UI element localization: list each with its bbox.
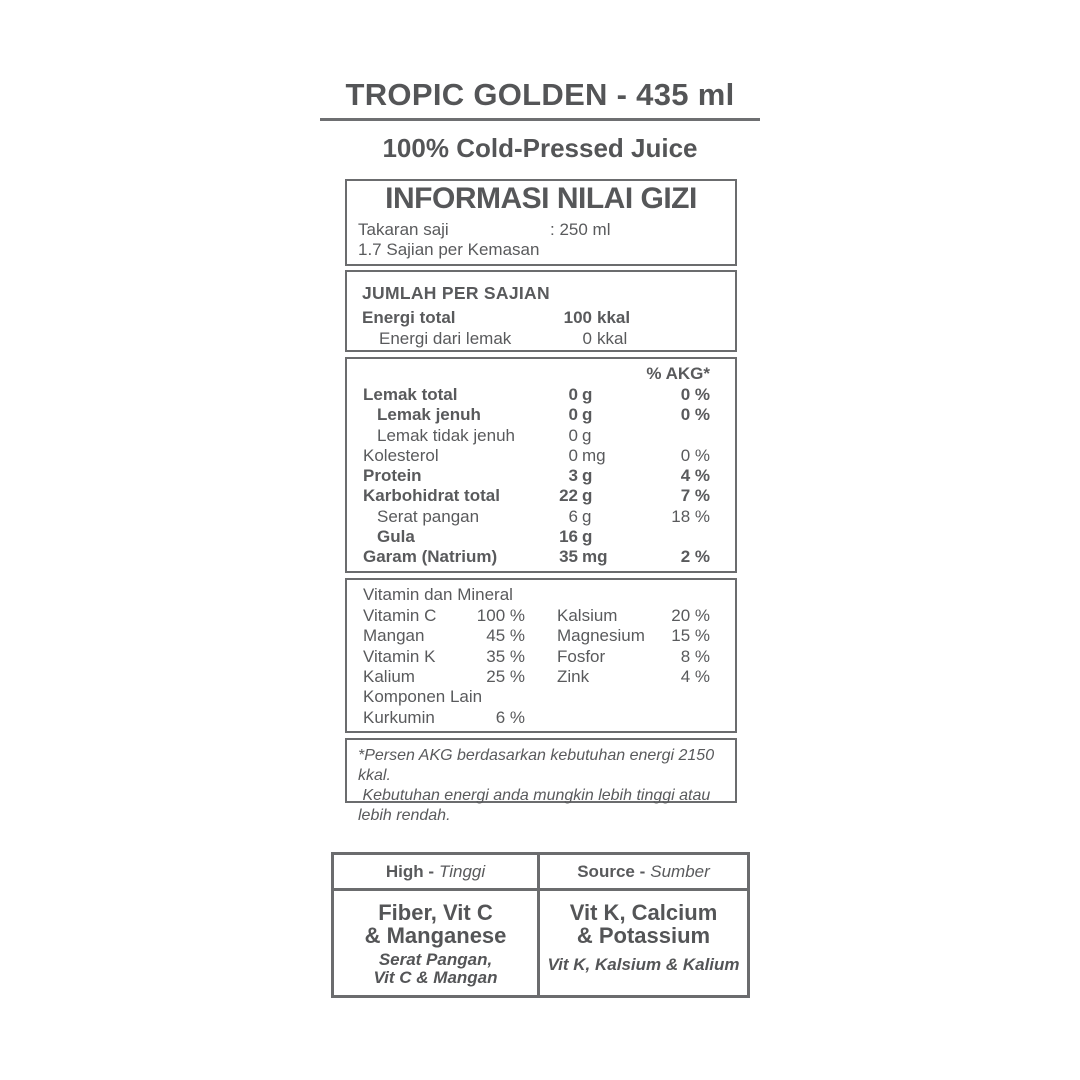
vitamin-row	[347, 647, 735, 667]
nutrient-row-total-fat	[347, 385, 735, 405]
amount-unit: mg	[582, 547, 608, 567]
other-components-heading: Komponen Lain	[363, 687, 483, 707]
nutrients-box	[345, 357, 737, 573]
claim-high-translation-line: Vit C & Mangan	[373, 968, 498, 987]
claim-high-line: Fiber, Vit C	[378, 900, 493, 925]
nutrition-panel-header-box	[345, 179, 737, 266]
servings-per-pack: 1.7 Sajian per Kemasan	[358, 240, 540, 259]
component-label: Kurkumin	[363, 708, 435, 728]
nutrient-label: Protein	[363, 466, 422, 486]
vitamins-minerals-box	[345, 578, 737, 733]
nutrient-label: Kolesterol	[363, 445, 439, 465]
product-subtitle: 100% Cold-Pressed Juice	[382, 133, 698, 163]
mineral-label: Kalsium	[557, 606, 618, 625]
amount-unit: g	[582, 405, 593, 425]
amount-number: 0	[568, 385, 578, 404]
nutrient-akg: 2 %	[680, 547, 710, 567]
akg-footnote-box	[345, 738, 737, 824]
claims-header-high-id: Tinggi	[439, 861, 486, 881]
amount-number: 22	[559, 486, 578, 506]
energy-from-fat-unit: kkal	[597, 329, 628, 348]
claim-high-translation-line: Serat Pangan,	[378, 950, 493, 969]
nutrient-amount	[530, 385, 592, 405]
claim-source-translation-line: Vit K, Kalsium & Kalium	[547, 955, 740, 974]
vitamin-value: 35 %	[486, 646, 525, 666]
claims-body-source	[540, 891, 747, 995]
energy-from-fat-label: Energi dari lemak	[379, 329, 512, 348]
nutrient-row-saturated-fat	[347, 405, 735, 425]
nutrient-amount	[530, 507, 591, 527]
nutrient-row-sodium	[347, 547, 735, 567]
amount-unit: g	[582, 527, 593, 547]
energy-amount: 100	[563, 308, 592, 327]
energy-value	[540, 308, 630, 328]
mineral-value: 20 %	[671, 606, 710, 625]
nutrient-label: Lemak total	[363, 385, 458, 404]
component-value: 6 %	[495, 708, 525, 728]
mineral-value: 15 %	[671, 626, 710, 646]
amount-number: 3	[568, 466, 578, 486]
nutrition-claims-table	[331, 852, 750, 998]
claims-body-high	[334, 891, 537, 995]
nutrient-akg: 18 %	[671, 506, 710, 526]
mineral-value: 4 %	[680, 666, 710, 686]
serving-size-value: : 250 ml	[550, 220, 611, 239]
nutrient-amount	[530, 405, 592, 425]
footnote-line: *Persen AKG berdasarkan kebutuhan energi 2150 kkal.	[358, 747, 719, 784]
mineral-label: Magnesium	[557, 626, 645, 646]
nutrient-amount	[530, 527, 592, 547]
amount-number: 0	[568, 445, 578, 465]
energy-from-fat-value	[540, 329, 627, 349]
claims-header-high-en: High -	[385, 861, 434, 881]
claims-header-high	[334, 855, 537, 891]
vitamin-row	[347, 626, 735, 646]
energy-unit: kkal	[597, 308, 631, 327]
akg-column-header-row	[347, 364, 735, 385]
nutrient-akg: 7 %	[680, 486, 710, 506]
other-components-heading-row	[347, 687, 735, 708]
amount-number: 16	[559, 527, 578, 547]
claims-header-source-en: Source -	[577, 861, 646, 881]
amount-number: 0	[568, 425, 578, 445]
akg-column-header: % AKG*	[646, 364, 710, 383]
energy-from-fat-row	[347, 329, 735, 349]
nutrient-amount	[530, 466, 592, 486]
amount-unit: g	[582, 466, 593, 486]
other-component-row	[347, 708, 735, 728]
nutrient-label: Serat pangan	[377, 506, 480, 526]
vitamin-label: Kalium	[363, 666, 415, 686]
vitamins-heading-row	[347, 585, 735, 606]
claims-header-source-id: Sumber	[650, 861, 710, 881]
vitamin-row	[347, 606, 735, 626]
amount-unit: g	[582, 425, 592, 445]
nutrient-label: Garam (Natrium)	[363, 547, 498, 567]
amount-unit: mg	[582, 445, 606, 465]
amount-number: 6	[568, 506, 578, 526]
amount-number: 35	[559, 547, 578, 567]
vitamin-label: Vitamin K	[363, 646, 436, 666]
amount-unit: g	[582, 506, 592, 526]
nutrient-akg: 0 %	[680, 405, 710, 425]
nutrient-row-sugar	[347, 527, 735, 547]
nutrient-label: Lemak jenuh	[377, 405, 481, 425]
claims-header-source	[540, 855, 747, 891]
amount-number: 0	[568, 405, 578, 425]
nutrient-amount	[530, 547, 608, 567]
nutrient-akg: 0 %	[680, 445, 710, 465]
nutrient-row-dietary-fiber	[347, 507, 735, 527]
nutrient-row-protein	[347, 466, 735, 486]
claim-source-line: & Potassium	[576, 923, 711, 948]
nutrient-akg: 0 %	[680, 385, 710, 404]
nutrient-amount	[530, 446, 606, 466]
nutrient-row-total-carbohydrate	[347, 486, 735, 506]
energy-label: Energi total	[362, 308, 456, 327]
vitamin-label: Vitamin C	[363, 606, 437, 625]
per-serving-heading: JUMLAH PER SAJIAN	[362, 283, 550, 303]
nutrient-label: Karbohidrat total	[363, 486, 500, 506]
mineral-label: Zink	[557, 666, 590, 686]
vitamin-label: Mangan	[363, 626, 425, 646]
nutrient-akg: 4 %	[680, 466, 710, 486]
serving-size-label: Takaran saji	[358, 220, 449, 239]
nutrient-row-unsaturated-fat	[347, 426, 735, 446]
vitamin-value: 100 %	[476, 606, 525, 625]
nutrient-amount	[530, 486, 592, 506]
nutrient-label: Gula	[377, 527, 415, 547]
page-title: TROPIC GOLDEN - 435 ml	[345, 77, 735, 112]
amount-unit: g	[582, 486, 593, 506]
amount-unit: g	[582, 385, 593, 404]
footnote-line: lebih rendah.	[358, 807, 451, 824]
title-underline	[320, 118, 760, 121]
footnote-line: Kebutuhan energi anda mungkin lebih tinggi atau	[358, 787, 711, 804]
claim-high-line: & Manganese	[364, 923, 507, 948]
energy-row	[347, 308, 735, 328]
mineral-label: Fosfor	[557, 646, 606, 666]
vitamin-value: 25 %	[486, 666, 525, 686]
energy-from-fat-amount: 0	[582, 329, 592, 348]
nutrient-label: Lemak tidak jenuh	[377, 425, 515, 445]
claim-source-line: Vit K, Calcium	[569, 900, 718, 925]
nutrition-facts-title: INFORMASI NILAI GIZI	[385, 182, 697, 215]
vitamins-heading: Vitamin dan Mineral	[363, 585, 513, 604]
nutrient-amount	[530, 426, 591, 446]
vitamin-value: 45 %	[486, 626, 525, 646]
vitamin-row	[347, 667, 735, 687]
per-serving-box	[345, 270, 737, 352]
nutrient-row-cholesterol	[347, 446, 735, 466]
mineral-value: 8 %	[680, 646, 710, 666]
